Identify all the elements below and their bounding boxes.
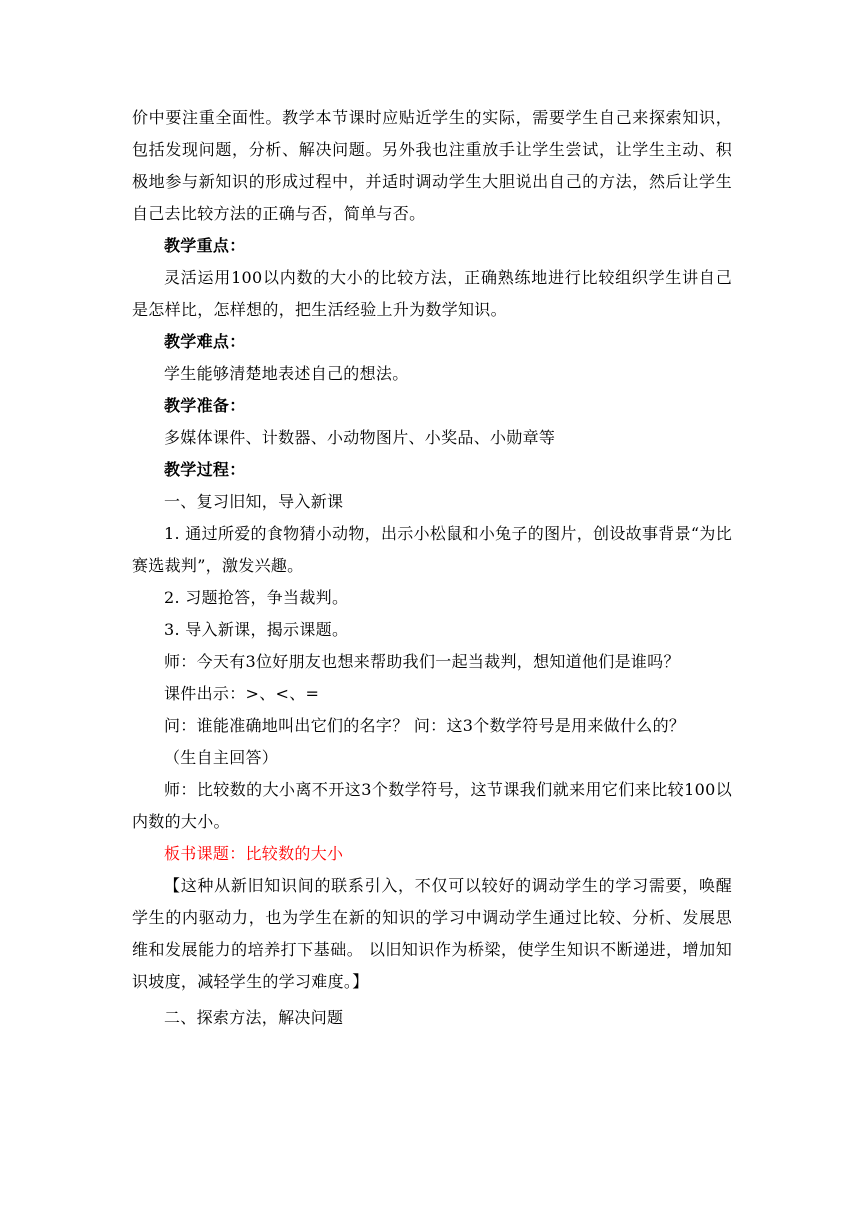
commentary-note: 【这种从新旧知识间的联系引入，不仅可以较好的调动学生的学习需要，唤醒学生的内驱动力，也为学生在新的知识的学习中调动学生通过比较、分析、发展思维和发展能力的培养打下基础。 以旧知识作为桥梁，使学生知识不断递进，增加知识坡度，减轻学生的学习难度。】 bbox=[132, 876, 732, 991]
heading-difficulties: 教学难点： bbox=[164, 332, 246, 351]
teacher-line-two: 师：比较数的大小离不开这3个数学符号，这节课我们就来用它们来比较100以内数的大小。 bbox=[132, 780, 732, 831]
preparation-text: 多媒体课件、计数器、小动物图片、小奖品、小勋章等 bbox=[164, 428, 556, 447]
intro-paragraph: 价中要注重全面性。教学本节课时应贴近学生的实际，需要学生自己来探索知识，包括发现问题，分析、解决问题。另外我也注重放手让学生尝试，让学生主动、积极地参与新知识的形成过程中，并适时调动学生大胆说出自己的方法，然后让学生自己去比较方法的正确与否，简单与否。 bbox=[132, 108, 732, 223]
heading-preparation: 教学准备： bbox=[164, 396, 246, 415]
section-two-title: 二、探索方法，解决问题 bbox=[164, 1008, 344, 1027]
students-answer: （生自主回答） bbox=[164, 748, 279, 767]
board-title: 板书课题：比较数的大小 bbox=[164, 844, 344, 863]
questions-line: 问：谁能准确地叫出它们的名字？ 问：这3个数学符号是用来做什么的？ bbox=[164, 716, 686, 735]
step-one: 1. 通过所爱的食物猜小动物，出示小松鼠和小兔子的图片，创设故事背景“为比赛选裁判”，激发兴趣。 bbox=[132, 524, 732, 575]
teacher-line-one: 师：今天有3位好朋友也想来帮助我们一起当裁判，想知道他们是谁吗？ bbox=[164, 652, 680, 671]
section-one-title: 一、复习旧知，导入新课 bbox=[164, 492, 344, 511]
key-points-text: 灵活运用100以内数的大小的比较方法，正确熟练地进行比较组织学生讲自己是怎样比，怎样想的，把生活经验上升为数学知识。 bbox=[132, 268, 732, 319]
heading-key-points: 教学重点： bbox=[164, 236, 246, 255]
document-page bbox=[132, 102, 732, 1034]
step-two: 2. 习题抢答，争当裁判。 bbox=[164, 588, 349, 607]
heading-process: 教学过程： bbox=[164, 460, 246, 479]
difficulties-text: 学生能够清楚地表述自己的想法。 bbox=[164, 364, 409, 383]
courseware-display: 课件出示：>、<、= bbox=[164, 684, 320, 703]
step-three: 3. 导入新课，揭示课题。 bbox=[164, 620, 349, 639]
